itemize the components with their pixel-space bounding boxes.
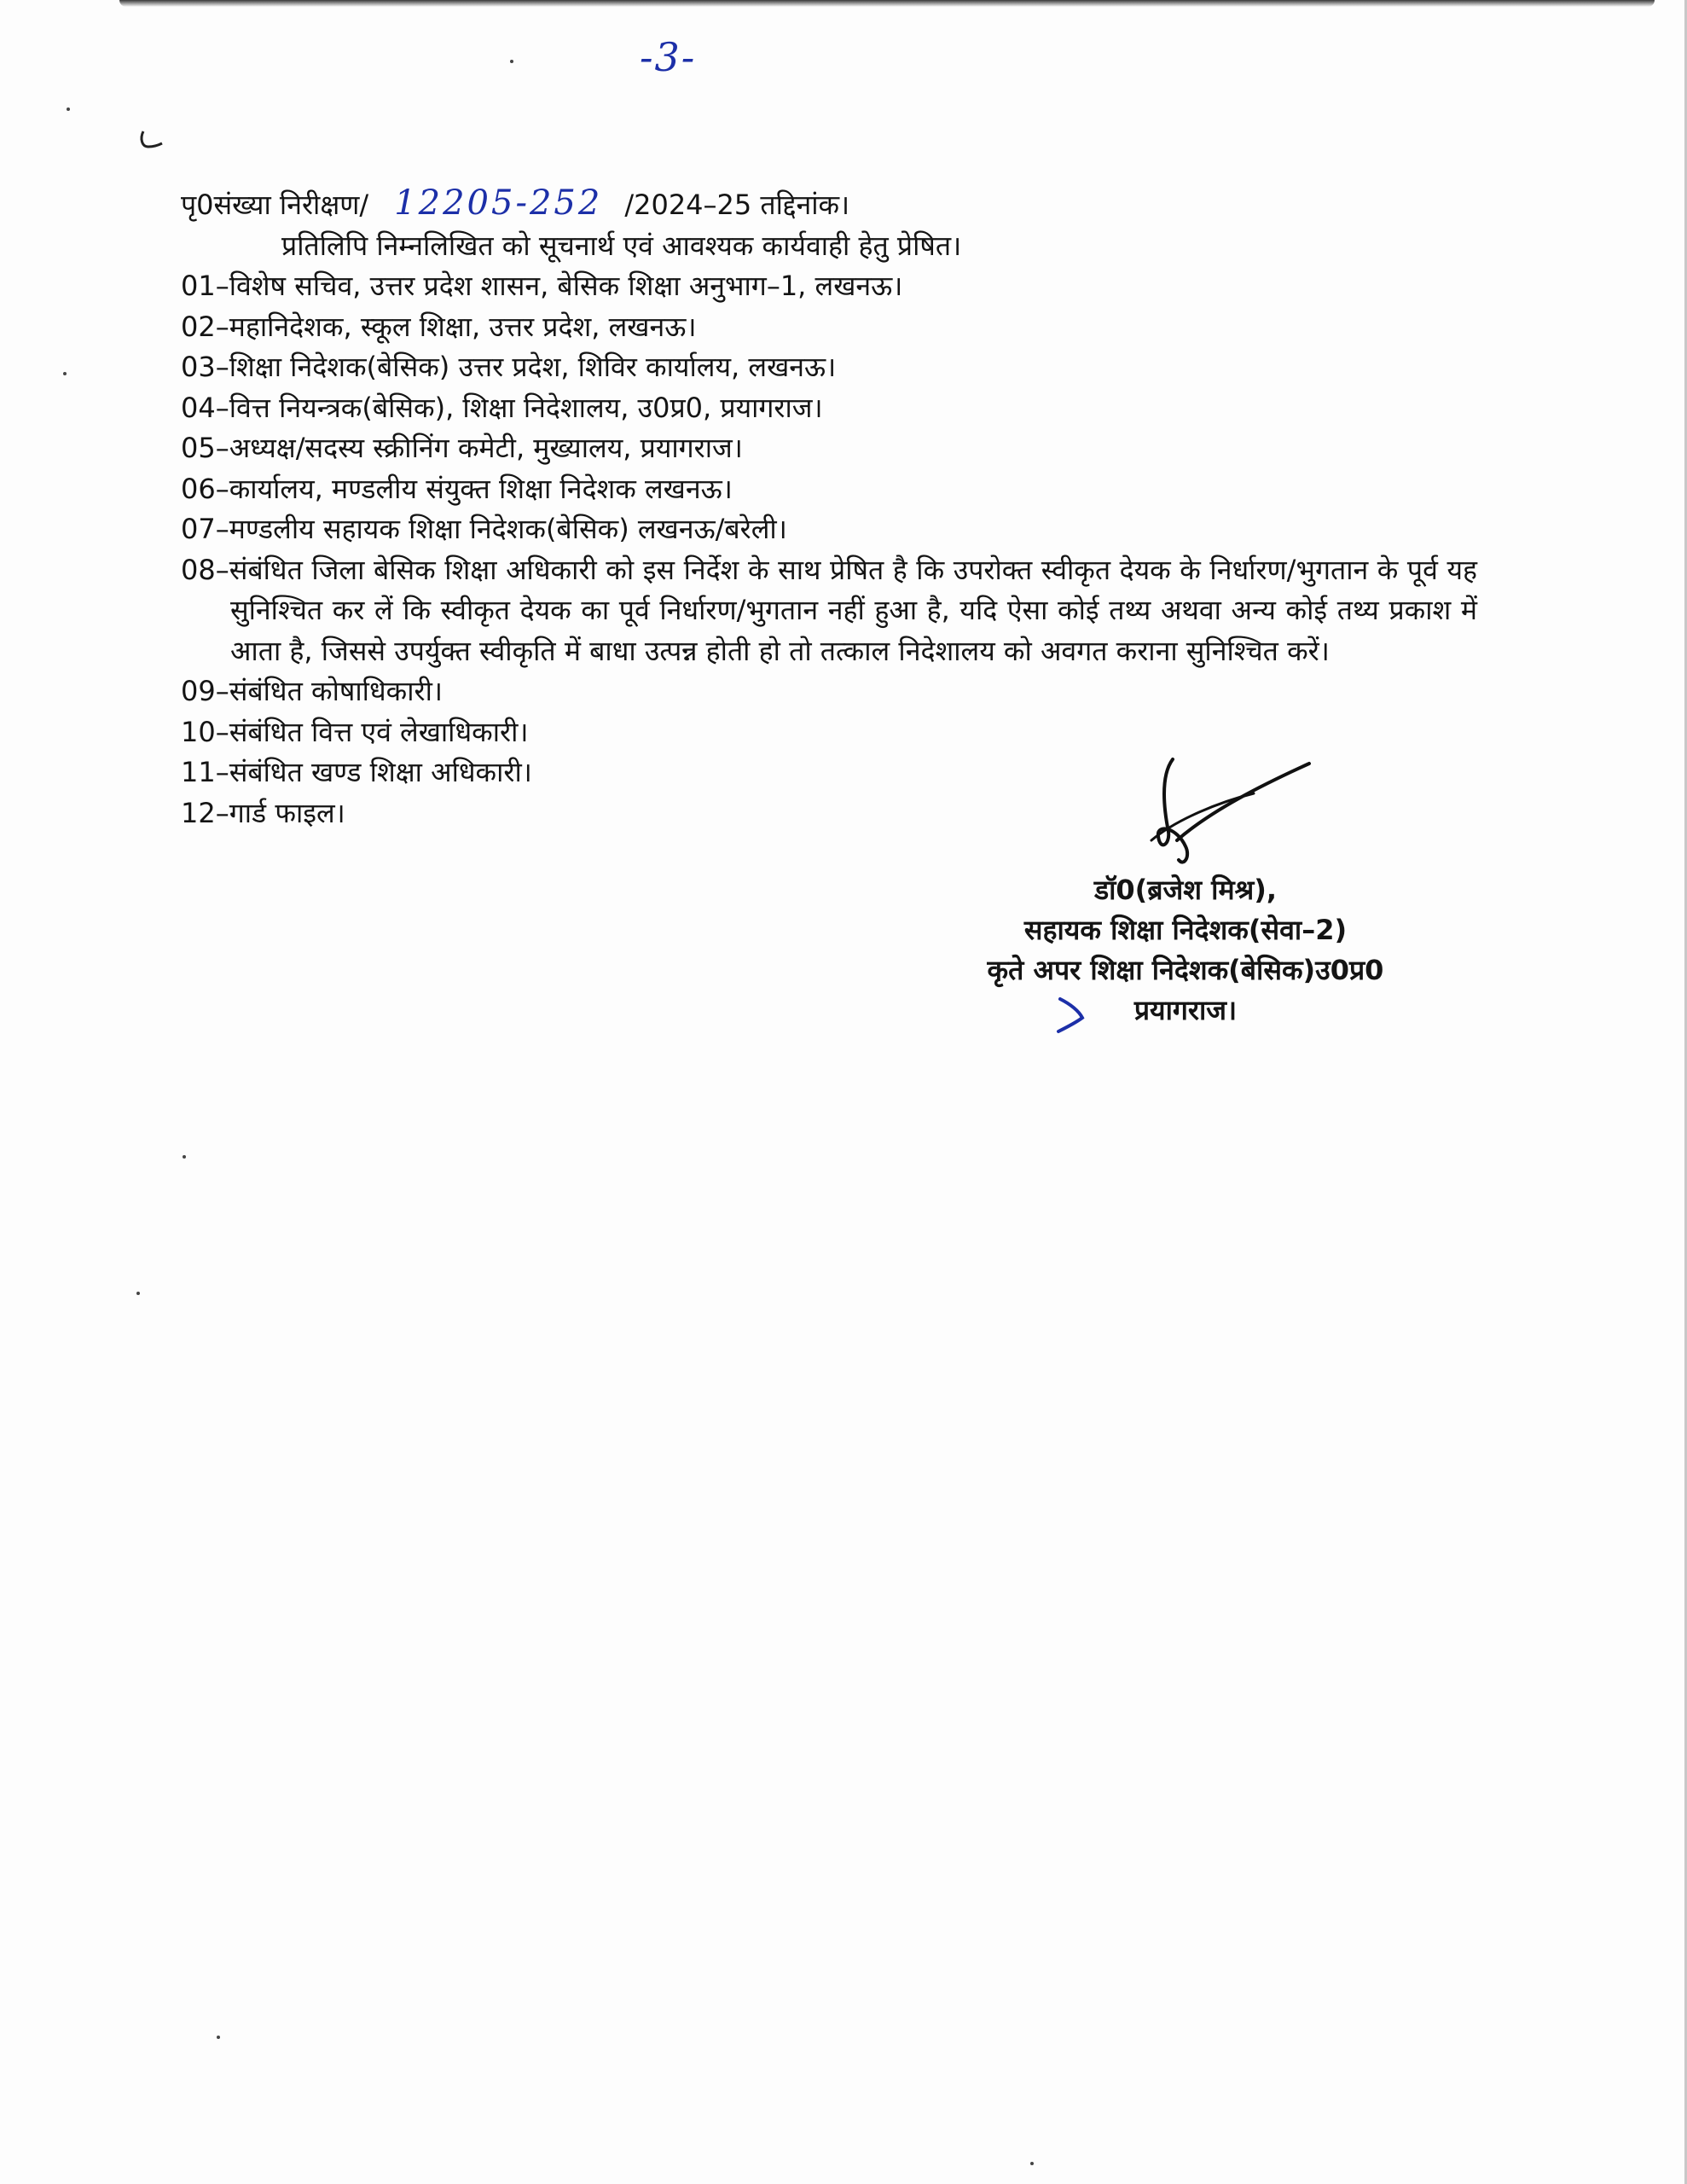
recipient-item: 05–अध्यक्ष/सदस्य स्क्रीनिंग कमेटी, मुख्यालय, प्रयागराज। [181,432,743,464]
recipient-item: 02–महानिदेशक, स्कूल शिक्षा, उत्तर प्रदेश, लखनऊ। [181,310,697,343]
handwritten-signature [1134,751,1330,870]
reference-handwritten-number: 12205-252 [394,183,603,223]
reference-suffix: /2024–25 तद्दिनांक। [624,189,850,221]
recipient-item: 12–गार्ड फाइल। [181,796,345,829]
recipient-item: 10–संबंधित वित्त एवं लेखाधिकारी। [181,715,529,748]
scan-speck [63,372,67,375]
scan-top-edge [119,0,1655,7]
recipient-item: 01–विशेष सचिव, उत्तर प्रदेश शासन, बेसिक शिक्षा अनुभाग–1, लखनऊ। [181,270,903,302]
recipient-item: 11–संबंधित खण्ड शिक्षा अधिकारी। [181,756,532,788]
ink-tick-mark [1053,992,1087,1035]
scan-speck [217,2036,220,2039]
recipient-item: 04–वित्त नियन्त्रक(बेसिक), शिक्षा निदेशालय, उ0प्र0, प्रयागराज। [181,391,823,424]
recipient-item: 03–शिक्षा निदेशक(बेसिक) उत्तर प्रदेश, शिविर कार्यालय, लखनऊ। [181,351,837,383]
recipient-item: 07–मण्डलीय सहायक शिक्षा निदेशक(बेसिक) लखनऊ/बरेली। [181,513,787,545]
signature-block [921,870,1450,1031]
scan-speck [183,1155,186,1159]
scan-speck [510,60,513,63]
distribution-list [181,183,1477,834]
corner-ink-mark [136,128,171,154]
reference-line [181,183,1477,226]
recipient-item: 06–कार्यालय, मण्डलीय संयुक्त शिक्षा निदेशक लखनऊ। [181,472,733,505]
page-number: -3- [640,34,697,80]
signatory-place: प्रयागराज। [1133,994,1238,1026]
recipient-item: 09–संबंधित कोषाधिकारी। [181,675,443,707]
signatory-name: डॉ0(ब्रजेश मिश्र), [1093,874,1278,906]
recipient-item-instruction: 08–संबंधित जिला बेसिक शिक्षा अधिकारी को इस निर्देश के साथ प्रेषित है कि उपरोक्त स्वीकृत देयक के निर्धारण/भुगतान के पूर्व यह सुनिश्चित कर लें कि स्वीकृत देयक का पूर्व निर्धारण/भुगतान नहीं हुआ है, यदि ऐसा कोई तथ्य अथवा अन्य कोई तथ्य प्रकाश में आता है, जिससे उपर्युक्त स्वीकृति में बाधा उत्पन्न होती हो तो तत्काल निदेशालय को अवगत कराना सुनिश्चित करें। [181,553,1477,667]
scan-speck [136,1292,140,1295]
signatory-on-behalf: कृते अपर शिक्षा निदेशक(बेसिक)उ0प्र0 [987,954,1384,986]
scan-speck [67,107,70,111]
scan-speck [1030,2162,1034,2165]
signatory-designation: सहायक शिक्षा निदेशक(सेवा–2) [1023,914,1348,946]
intro-text: प्रतिलिपि निम्नलिखित को सूचनार्थ एवं आवश्यक कार्यवाही हेतु प्रेषित। [281,229,962,262]
reference-prefix: पृ0संख्या निरीक्षण/ [181,189,369,221]
